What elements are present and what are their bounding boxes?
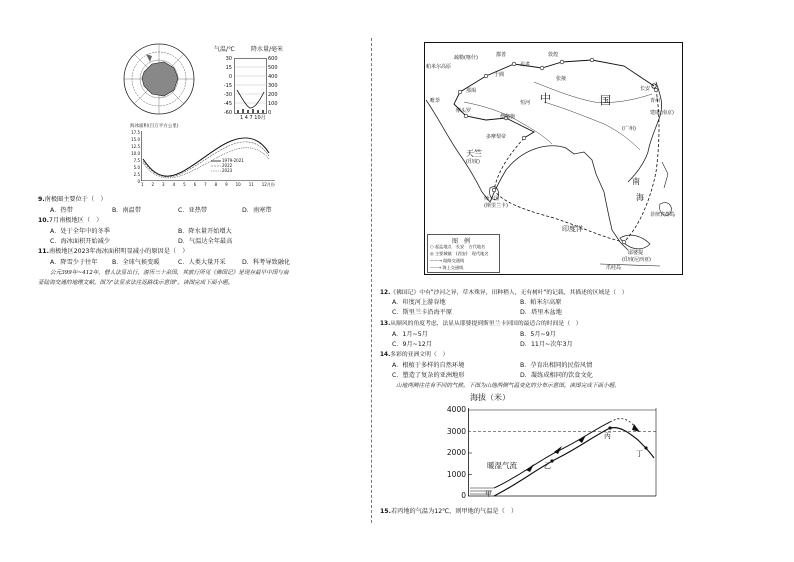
seaice-x-ticks	[141, 182, 275, 188]
question-14	[380, 351, 448, 359]
climate-temp-ticks	[218, 56, 232, 119]
map-label-srilanka: (斯里兰卡)	[484, 203, 508, 209]
q12-option-d[interactable]: D．塔里木盆地	[520, 309, 562, 316]
map-label-ganga: 恒河	[520, 100, 531, 106]
question-text: 从顺风的角度考虑，法显从耶婆提到斯里兰卡回国的最适合的时间是（ ）	[390, 321, 582, 327]
q10-option-a[interactable]: A．处于全年中的冬季	[50, 228, 110, 235]
q10-option-b[interactable]: B．降水量开始增大	[178, 228, 232, 235]
map-legend-item: ◎ 主要城镇 (西安) 现代地名	[430, 251, 489, 256]
map-label-indian-ocean: 印度洋	[562, 225, 583, 233]
question-text: 7月南极地区（ ）	[48, 217, 103, 224]
q11-option-c[interactable]: C．人类大量开采	[178, 259, 226, 266]
map-label-qingzhou: 青州	[650, 98, 661, 104]
q12-option-b[interactable]: B．帕米尔高原	[520, 299, 562, 306]
q9-option-c[interactable]: C．亚热带	[178, 207, 208, 214]
mountain-y-tick: 2000	[446, 448, 466, 457]
q10-option-c[interactable]: C．海冰面积开始减少	[50, 238, 111, 245]
seaice-title: 海冰面积(百万平方公里)	[130, 124, 179, 129]
map-label-sengqieshi: 僧伽施	[500, 114, 516, 120]
seaice-y-tick: 0	[137, 179, 140, 184]
q12-option-a[interactable]: A．印度河上游谷地	[392, 299, 446, 306]
question-text: 南极地区2023年海冰面积明显减小的原因是（ ）	[48, 248, 189, 255]
map-label-duomolidi: 多摩梨帝	[486, 134, 507, 140]
seaice-x-tick: 2	[151, 182, 155, 187]
map-label-shiziguo: 师子国	[484, 196, 500, 202]
temp-tick: -45	[223, 101, 232, 107]
map-label-philippines: 菲律宾群岛	[650, 212, 676, 218]
seaice-y-tick: 15.0	[131, 137, 140, 142]
q12-option-c[interactable]: C．斯里兰卡沿海平原	[392, 309, 453, 316]
map-label-yepoti: 耶婆提	[628, 250, 644, 256]
question-text: 《佛国记》中有"沙河之异，草木殊异，田种稍人，无有树叶"的记载，其描述的区域是（ ）	[390, 290, 628, 296]
mountain-airflow-label: 暖湿气流	[487, 461, 517, 470]
intro-faxian-line2: 亚陆海交通的地理文献。图为"法显求法往返路线示意图"。读图完成下面小题。	[38, 280, 234, 286]
precip-tick: 0	[268, 110, 272, 116]
temp-tick: -30	[223, 92, 232, 98]
map-label-java: 爪哇岛	[606, 265, 622, 271]
map-legend-item: -----→ 海上交通线	[430, 265, 464, 270]
question-number: 9.	[38, 196, 45, 203]
seaice-y-ticks	[128, 130, 140, 186]
q9-option-a[interactable]: A．热带	[50, 207, 73, 214]
question-number: 11.	[38, 248, 49, 255]
mountain-point-ding: 丁	[636, 450, 643, 458]
map-label-kashgar: 疏勒(喀什)	[454, 55, 478, 61]
seaice-y-tick: 7.5	[133, 158, 140, 163]
seaice-x-tick: 9	[225, 182, 228, 187]
map-label-hai: 海	[636, 193, 644, 202]
seaice-x-tick: 7	[204, 182, 207, 187]
map-label-shanshan: 鄯善	[496, 52, 507, 58]
climate-precip-label: 降水量/毫米	[251, 46, 284, 53]
q13-option-a[interactable]: A．1月~5月	[392, 331, 428, 338]
temp-tick: 15	[225, 65, 232, 71]
map-label-pamir: 帕米尔高原	[426, 64, 452, 70]
question-number: 10.	[38, 217, 49, 224]
map-label-nan: 南	[632, 177, 640, 186]
q13-option-d[interactable]: D．11月~次年3月	[520, 341, 573, 348]
map-label-yanqi: 焉耆	[520, 62, 531, 68]
mountain-y-tick: 4000	[446, 405, 466, 414]
map-label-najie: 那竭	[466, 88, 477, 94]
question-11	[38, 248, 188, 256]
question-9	[38, 196, 107, 204]
seaice-legend-2: 2022	[222, 163, 233, 168]
seaice-x-tick: 4	[172, 182, 176, 187]
seaice-y-tick: 5.0	[133, 165, 140, 170]
seaice-x-tick: 10	[235, 182, 241, 187]
map-label-indonesia: (印度尼西亚)	[622, 257, 651, 263]
question-number: 15.	[380, 508, 391, 515]
seaice-x-tick: 5	[183, 182, 186, 187]
seaice-y-tick: 2.5	[133, 172, 140, 177]
intro-mountain: 山地两侧往往有不同的气候。下图为山地两侧气温变化的分布示意图。读图完成下面小题。	[396, 383, 620, 389]
map-label-natou: 摩头罗	[456, 108, 472, 114]
climate-precip-ticks	[268, 56, 282, 119]
map-label-yutian: 于阗	[494, 72, 505, 78]
q11-option-a[interactable]: A．降雪少于往年	[50, 259, 98, 266]
question-text: 南极圈主要位于（ ）	[44, 196, 107, 203]
map-label-zhangye: 张掖	[556, 76, 567, 82]
seaice-plot	[141, 131, 275, 183]
q14-option-b[interactable]: B．孕育出相同的民俗风情	[520, 362, 593, 369]
map-label-zhong: 中	[540, 92, 551, 105]
mountain-y-ticks	[444, 405, 466, 513]
mountain-y-tick: 3000	[446, 426, 466, 436]
question-10	[38, 217, 102, 225]
question-text: 多彩的亚洲文明（ ）	[390, 352, 449, 358]
seaice-x-tick: 6	[193, 182, 197, 187]
q11-option-b[interactable]: B．全球气候变暖	[112, 259, 160, 266]
mountain-point-jia: 甲	[485, 490, 492, 498]
map-label-guangzhou: (广州)	[622, 126, 636, 132]
q13-option-c[interactable]: C．9月~12月	[392, 341, 432, 348]
seaice-legend-1: 1979-2021	[222, 158, 244, 163]
seaice-y-tick: 17.5	[131, 130, 140, 135]
mountain-y-tick: 1000	[446, 469, 466, 479]
mountain-point-bing: 丙	[604, 432, 611, 440]
temp-tick: -60	[223, 110, 232, 116]
q14-option-d[interactable]: D．凝练成相同的饮食文化	[520, 372, 593, 379]
q10-option-d[interactable]: D．气温达全年最高	[178, 238, 233, 245]
intro-faxian-line1: 公元399年~412年，僧人法显出行，游历三十余国，其旅行所见《佛国记》是现存最早中国与南	[50, 270, 289, 276]
climate-temp-label: 气温/℃	[214, 46, 235, 53]
climate-months: 1 4 7 10月	[240, 115, 266, 121]
map-label-dunhuang: 敦煌	[548, 52, 559, 58]
mountain-ylabel: 海拔（米）	[470, 393, 510, 402]
map-legend-item: ——→ 陆路交通线	[430, 258, 465, 263]
antarctica-polar-map	[122, 42, 196, 116]
mountain-point-yi: 乙	[544, 462, 551, 470]
q14-option-c[interactable]: C．塑造了复杂的亚洲地形	[392, 372, 465, 379]
map-label-tianzhu: 天竺	[466, 149, 482, 158]
map-label-india: (印度)	[466, 159, 480, 165]
seaice-x-tick: 3	[162, 182, 165, 187]
mountain-profile	[468, 408, 658, 504]
seaice-y-tick: 10.0	[131, 151, 140, 156]
seaice-y-tick: 12.5	[131, 144, 140, 149]
map-label-jiankang: 建康(南京)	[650, 110, 674, 116]
question-15	[380, 508, 517, 516]
precip-tick: 200	[268, 92, 278, 98]
q9-option-b[interactable]: B．南温带	[112, 207, 141, 214]
map-label-changan: 长安	[640, 86, 651, 92]
temp-tick: -15	[223, 83, 232, 89]
map-label-guo: 国	[600, 94, 611, 107]
seaice-x-tick: 12月份	[261, 182, 275, 187]
precip-tick: 500	[268, 65, 278, 71]
q14-option-a[interactable]: A．根植于多样的自然环境	[392, 362, 465, 369]
question-12	[380, 289, 628, 297]
precip-tick: 100	[268, 101, 278, 107]
question-number: 13.	[380, 321, 391, 327]
precip-tick: 300	[268, 83, 278, 89]
precip-tick: 400	[268, 74, 278, 80]
temp-tick: 0	[228, 74, 232, 80]
map-legend-item: ○ 起迄地点 长安 古代地名	[430, 244, 486, 249]
seaice-x-tick: 1	[141, 182, 144, 187]
temp-tick: 30	[225, 56, 232, 62]
map-label-pitu: 毗荼	[430, 98, 441, 104]
column-divider	[371, 38, 372, 523]
climate-plot	[234, 58, 267, 116]
question-text: 若丙地的气温为12℃，则甲地的气温是（ ）	[390, 508, 518, 515]
seaice-legend-3: 2023	[222, 168, 233, 173]
q11-option-d[interactable]: D．科考导致融化	[242, 259, 291, 266]
seaice-x-tick: 8	[214, 182, 218, 187]
seaice-x-tick: 11	[248, 182, 254, 187]
question-number: 12.	[380, 290, 391, 296]
question-13	[380, 320, 582, 328]
mountain-y-tick: 0	[461, 491, 466, 500]
question-number: 14.	[380, 352, 391, 358]
q13-option-b[interactable]: B．5月~9月	[520, 331, 556, 338]
q9-option-d[interactable]: D．南寒带	[242, 207, 272, 214]
precip-tick: 600	[268, 56, 278, 62]
map-legend-title: 图 例	[452, 238, 471, 245]
